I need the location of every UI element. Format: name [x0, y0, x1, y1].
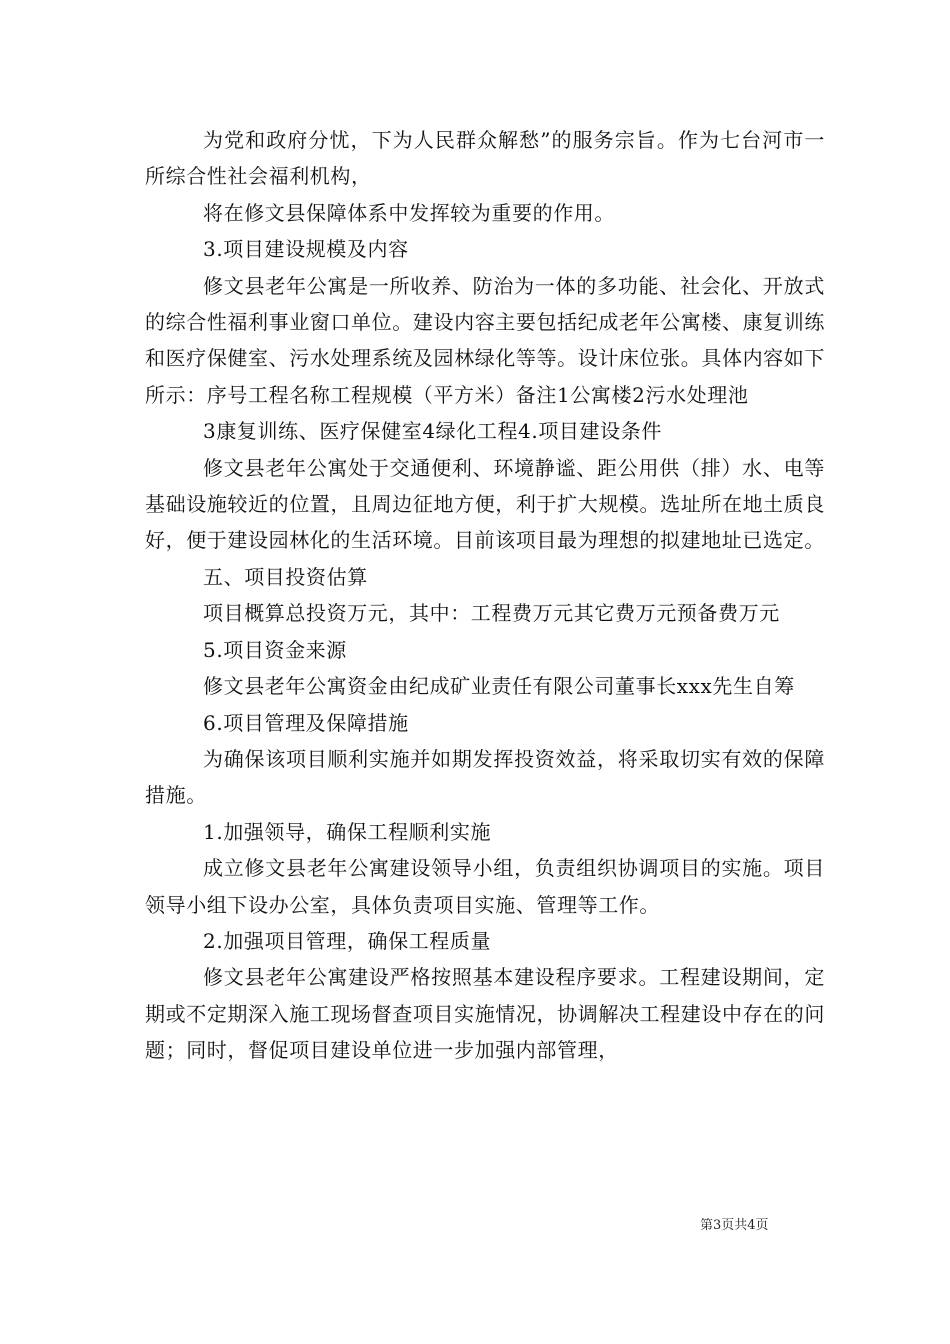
paragraph-1: 为党和政府分忧，下为人民群众解愁”的服务宗旨。作为七台河市一所综合性社会福利机构， [145, 128, 825, 189]
paragraph-6: 修文县老年公寓处于交通便利、环境静谧、距公用供（排）水、电等基础设施较近的位置，且周边征地方便，利于扩大规模。选址所在地土质良好，便于建设园林化的生活环境。目前该项目最为理想的拟建地址已选定。 [145, 455, 825, 553]
paragraph-8: 项目概算总投资万元，其中：工程费万元其它费万元预备费万元 [203, 601, 780, 626]
section-heading-6: 6.项目管理及保障措施 [203, 710, 409, 735]
subheading-1: 1.加强领导，确保工程顺利实施 [203, 819, 492, 844]
paragraph-12: 为确保该项目顺利实施并如期发挥投资效益，将采取切实有效的保障措施。 [145, 746, 825, 808]
document-body [145, 122, 825, 1069]
section-heading-5: 5.项目资金来源 [203, 637, 347, 662]
page-number: 第3页共4页 [700, 1218, 769, 1233]
paragraph-2: 将在修文县保障体系中发挥较为重要的作用。 [203, 200, 615, 225]
paragraph-10: 修文县老年公寓资金由纪成矿业责任有限公司董事长xxx先生自筹 [203, 674, 795, 699]
subheading-2: 2.加强项目管理，确保工程质量 [203, 928, 492, 953]
section-heading-investment: 五、项目投资估算 [203, 564, 368, 589]
paragraph-14: 成立修文县老年公寓建设领导小组，负责组织协调项目的实施。项目领导小组下设办公室，具体负责项目实施、管理等工作。 [145, 856, 825, 917]
paragraph-4: 修文县老年公寓是一所收养、防治为一体的多功能、社会化、开放式的综合性福利事业窗口单位。建设内容主要包括纪成老年公寓楼、康复训练和医疗保健室、污水处理系统及园林绿化等等。设计床位张。具体内容如下所示：序号工程名称工程规模（平方米）备注1公寓楼2污水处理池 [145, 273, 825, 407]
paragraph-16: 修文县老年公寓建设严格按照基本建设程序要求。工程建设期间，定期或不定期深入施工现场督查项目实施情况，协调解决工程建设中存在的问题；同时，督促项目建设单位进一步加强内部管理， [145, 965, 825, 1063]
paragraph-5: 3康复训练、医疗保健室4绿化工程4.项目建设条件 [203, 419, 662, 444]
section-heading-3: 3.项目建设规模及内容 [203, 237, 409, 262]
